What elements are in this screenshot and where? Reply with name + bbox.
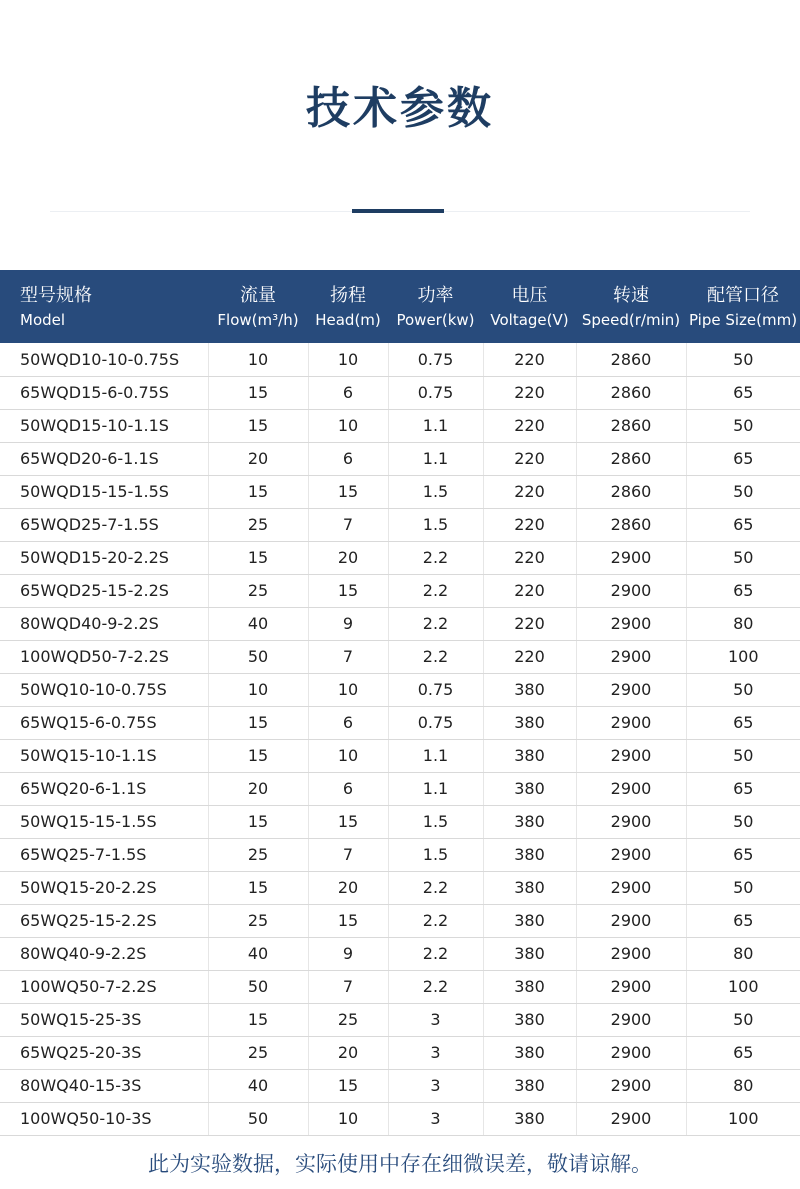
cell-voltage: 380 (483, 706, 576, 739)
cell-power: 0.75 (388, 343, 483, 376)
cell-voltage: 220 (483, 376, 576, 409)
cell-power: 1.1 (388, 772, 483, 805)
table-row (0, 871, 800, 904)
cell-speed: 2900 (576, 541, 686, 574)
cell-pipe-size: 100 (686, 1102, 800, 1135)
cell-pipe-size: 80 (686, 937, 800, 970)
column-header-en: Model (20, 310, 66, 329)
cell-speed: 2900 (576, 772, 686, 805)
column-header-head (308, 270, 388, 343)
cell-speed: 2860 (576, 508, 686, 541)
cell-pipe-size: 65 (686, 508, 800, 541)
cell-flow: 25 (208, 1036, 308, 1069)
column-header-voltage (483, 270, 576, 343)
cell-head: 7 (308, 838, 388, 871)
table-row (0, 376, 800, 409)
cell-power: 3 (388, 1036, 483, 1069)
cell-voltage: 380 (483, 871, 576, 904)
cell-head: 6 (308, 376, 388, 409)
cell-voltage: 380 (483, 1003, 576, 1036)
column-header-cn: 电压 (511, 284, 548, 306)
cell-model: 50WQD10-10-0.75S (0, 343, 208, 376)
table-row (0, 805, 800, 838)
cell-voltage: 220 (483, 574, 576, 607)
column-header-en: Head(m) (315, 310, 381, 329)
cell-model: 65WQ15-6-0.75S (0, 706, 208, 739)
cell-model: 80WQD40-9-2.2S (0, 607, 208, 640)
cell-voltage: 380 (483, 1102, 576, 1135)
cell-pipe-size: 65 (686, 442, 800, 475)
table-row (0, 475, 800, 508)
table-row (0, 838, 800, 871)
cell-power: 2.2 (388, 640, 483, 673)
cell-voltage: 380 (483, 805, 576, 838)
cell-power: 1.1 (388, 739, 483, 772)
cell-flow: 40 (208, 607, 308, 640)
cell-pipe-size: 50 (686, 475, 800, 508)
cell-head: 6 (308, 442, 388, 475)
cell-pipe-size: 50 (686, 1003, 800, 1036)
cell-head: 10 (308, 343, 388, 376)
table-row (0, 574, 800, 607)
cell-pipe-size: 65 (686, 706, 800, 739)
cell-power: 1.5 (388, 838, 483, 871)
column-header-cn: 配管口径 (707, 284, 779, 306)
cell-voltage: 220 (483, 475, 576, 508)
cell-voltage: 380 (483, 970, 576, 1003)
cell-head: 15 (308, 475, 388, 508)
cell-pipe-size: 65 (686, 838, 800, 871)
cell-head: 7 (308, 640, 388, 673)
cell-flow: 25 (208, 508, 308, 541)
cell-flow: 15 (208, 805, 308, 838)
cell-head: 15 (308, 904, 388, 937)
table-row (0, 1003, 800, 1036)
cell-voltage: 380 (483, 772, 576, 805)
cell-head: 7 (308, 508, 388, 541)
table-row (0, 706, 800, 739)
cell-power: 1.1 (388, 409, 483, 442)
cell-pipe-size: 50 (686, 805, 800, 838)
cell-speed: 2900 (576, 673, 686, 706)
cell-head: 6 (308, 706, 388, 739)
column-header-en: Speed(r/min) (581, 310, 681, 329)
cell-model: 65WQD25-7-1.5S (0, 508, 208, 541)
cell-head: 25 (308, 1003, 388, 1036)
cell-model: 50WQ15-25-3S (0, 1003, 208, 1036)
table-row (0, 442, 800, 475)
cell-flow: 15 (208, 871, 308, 904)
table-row (0, 739, 800, 772)
cell-model: 100WQ50-7-2.2S (0, 970, 208, 1003)
cell-voltage: 220 (483, 508, 576, 541)
cell-pipe-size: 50 (686, 409, 800, 442)
cell-model: 50WQ15-10-1.1S (0, 739, 208, 772)
cell-power: 1.5 (388, 805, 483, 838)
cell-power: 3 (388, 1003, 483, 1036)
cell-head: 9 (308, 607, 388, 640)
column-header-model (0, 270, 208, 343)
cell-pipe-size: 65 (686, 904, 800, 937)
cell-flow: 50 (208, 970, 308, 1003)
cell-power: 2.2 (388, 607, 483, 640)
cell-model: 50WQ10-10-0.75S (0, 673, 208, 706)
cell-flow: 15 (208, 1003, 308, 1036)
table-body (0, 343, 800, 1135)
footnote: 此为实验数据，实际使用中存在细微误差，敬请谅解。 (148, 1152, 652, 1176)
table-row (0, 970, 800, 1003)
cell-model: 50WQ15-20-2.2S (0, 871, 208, 904)
cell-speed: 2860 (576, 475, 686, 508)
cell-model: 100WQD50-7-2.2S (0, 640, 208, 673)
cell-power: 3 (388, 1069, 483, 1102)
cell-flow: 50 (208, 640, 308, 673)
cell-pipe-size: 50 (686, 871, 800, 904)
cell-head: 10 (308, 739, 388, 772)
cell-speed: 2900 (576, 640, 686, 673)
cell-head: 10 (308, 673, 388, 706)
cell-pipe-size: 50 (686, 541, 800, 574)
cell-flow: 15 (208, 541, 308, 574)
cell-power: 1.5 (388, 475, 483, 508)
column-header-cn: 型号规格 (20, 284, 92, 306)
cell-flow: 25 (208, 574, 308, 607)
cell-pipe-size: 100 (686, 970, 800, 1003)
cell-head: 20 (308, 871, 388, 904)
cell-pipe-size: 80 (686, 1069, 800, 1102)
cell-speed: 2860 (576, 442, 686, 475)
cell-flow: 15 (208, 739, 308, 772)
cell-flow: 40 (208, 1069, 308, 1102)
page-title: 技术参数 (306, 83, 494, 134)
cell-speed: 2900 (576, 871, 686, 904)
cell-speed: 2900 (576, 937, 686, 970)
cell-power: 2.2 (388, 574, 483, 607)
cell-flow: 10 (208, 673, 308, 706)
cell-speed: 2860 (576, 409, 686, 442)
column-header-flow (208, 270, 308, 343)
cell-flow: 25 (208, 904, 308, 937)
cell-model: 65WQ25-7-1.5S (0, 838, 208, 871)
table-row (0, 673, 800, 706)
table-row (0, 1069, 800, 1102)
cell-speed: 2900 (576, 1003, 686, 1036)
cell-head: 15 (308, 1069, 388, 1102)
table-row (0, 640, 800, 673)
column-header-cn: 流量 (240, 284, 276, 306)
cell-head: 6 (308, 772, 388, 805)
cell-voltage: 220 (483, 541, 576, 574)
cell-model: 65WQD15-6-0.75S (0, 376, 208, 409)
cell-pipe-size: 65 (686, 1036, 800, 1069)
cell-power: 2.2 (388, 541, 483, 574)
cell-speed: 2900 (576, 1036, 686, 1069)
cell-speed: 2860 (576, 343, 686, 376)
cell-voltage: 220 (483, 640, 576, 673)
cell-speed: 2900 (576, 574, 686, 607)
cell-pipe-size: 50 (686, 673, 800, 706)
column-header-en: Pipe Size(mm) (688, 310, 798, 329)
column-header-cn: 扬程 (330, 284, 366, 306)
cell-model: 50WQD15-10-1.1S (0, 409, 208, 442)
cell-flow: 10 (208, 343, 308, 376)
cell-voltage: 380 (483, 904, 576, 937)
cell-flow: 15 (208, 409, 308, 442)
cell-speed: 2900 (576, 607, 686, 640)
cell-voltage: 380 (483, 838, 576, 871)
column-header-pipe-size (686, 270, 800, 343)
column-header-en: Power(kw) (396, 310, 475, 329)
cell-pipe-size: 65 (686, 772, 800, 805)
cell-model: 80WQ40-15-3S (0, 1069, 208, 1102)
cell-voltage: 220 (483, 409, 576, 442)
table-row (0, 904, 800, 937)
cell-flow: 15 (208, 376, 308, 409)
cell-pipe-size: 50 (686, 739, 800, 772)
table-row (0, 1036, 800, 1069)
table-row (0, 541, 800, 574)
cell-power: 0.75 (388, 376, 483, 409)
cell-speed: 2900 (576, 970, 686, 1003)
cell-model: 65WQ25-20-3S (0, 1036, 208, 1069)
cell-head: 10 (308, 409, 388, 442)
table-row (0, 409, 800, 442)
cell-power: 0.75 (388, 673, 483, 706)
cell-power: 1.5 (388, 508, 483, 541)
cell-speed: 2900 (576, 739, 686, 772)
title-accent-bar (352, 209, 444, 213)
cell-speed: 2900 (576, 805, 686, 838)
cell-power: 2.2 (388, 904, 483, 937)
cell-model: 65WQ25-15-2.2S (0, 904, 208, 937)
cell-pipe-size: 65 (686, 376, 800, 409)
cell-pipe-size: 80 (686, 607, 800, 640)
cell-power: 2.2 (388, 871, 483, 904)
table-row (0, 607, 800, 640)
cell-head: 15 (308, 574, 388, 607)
cell-model: 65WQD25-15-2.2S (0, 574, 208, 607)
cell-speed: 2860 (576, 376, 686, 409)
cell-speed: 2900 (576, 838, 686, 871)
cell-head: 7 (308, 970, 388, 1003)
cell-speed: 2900 (576, 706, 686, 739)
cell-flow: 20 (208, 772, 308, 805)
cell-voltage: 220 (483, 442, 576, 475)
cell-voltage: 220 (483, 343, 576, 376)
table-row (0, 937, 800, 970)
cell-model: 50WQ15-15-1.5S (0, 805, 208, 838)
cell-head: 10 (308, 1102, 388, 1135)
column-header-en: Voltage(V) (490, 310, 569, 329)
cell-head: 20 (308, 541, 388, 574)
cell-model: 65WQ20-6-1.1S (0, 772, 208, 805)
cell-flow: 50 (208, 1102, 308, 1135)
spec-table (0, 270, 800, 1136)
cell-power: 3 (388, 1102, 483, 1135)
cell-model: 65WQD20-6-1.1S (0, 442, 208, 475)
column-header-speed (576, 270, 686, 343)
header-row (0, 270, 800, 343)
column-header-cn: 功率 (417, 284, 454, 306)
cell-voltage: 380 (483, 739, 576, 772)
cell-model: 80WQ40-9-2.2S (0, 937, 208, 970)
cell-speed: 2900 (576, 1069, 686, 1102)
cell-voltage: 380 (483, 1069, 576, 1102)
table-header (0, 270, 800, 343)
cell-speed: 2900 (576, 1102, 686, 1135)
cell-head: 20 (308, 1036, 388, 1069)
cell-voltage: 380 (483, 937, 576, 970)
cell-power: 2.2 (388, 937, 483, 970)
cell-pipe-size: 100 (686, 640, 800, 673)
table-row (0, 508, 800, 541)
table-row (0, 1102, 800, 1135)
cell-pipe-size: 50 (686, 343, 800, 376)
cell-flow: 20 (208, 442, 308, 475)
cell-voltage: 220 (483, 607, 576, 640)
cell-head: 9 (308, 937, 388, 970)
cell-speed: 2900 (576, 904, 686, 937)
column-header-power (388, 270, 483, 343)
cell-model: 100WQ50-10-3S (0, 1102, 208, 1135)
cell-flow: 40 (208, 937, 308, 970)
cell-head: 15 (308, 805, 388, 838)
cell-pipe-size: 65 (686, 574, 800, 607)
cell-voltage: 380 (483, 673, 576, 706)
column-header-en: Flow(m³/h) (217, 310, 299, 329)
cell-model: 50WQD15-20-2.2S (0, 541, 208, 574)
cell-flow: 15 (208, 475, 308, 508)
cell-power: 2.2 (388, 970, 483, 1003)
cell-power: 1.1 (388, 442, 483, 475)
cell-flow: 15 (208, 706, 308, 739)
cell-power: 0.75 (388, 706, 483, 739)
cell-voltage: 380 (483, 1036, 576, 1069)
table-row (0, 772, 800, 805)
table-row (0, 343, 800, 376)
column-header-cn: 转速 (613, 284, 649, 306)
cell-flow: 25 (208, 838, 308, 871)
cell-model: 50WQD15-15-1.5S (0, 475, 208, 508)
